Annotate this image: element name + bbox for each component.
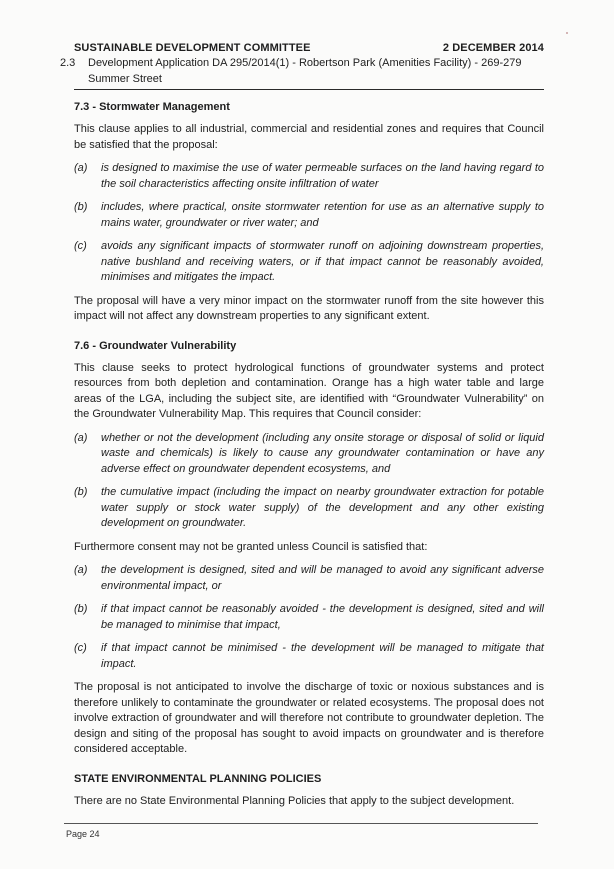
section-intro: This clause applies to all industrial, commercial and residential zones and requires that Council be satisfied that the proposal: (74, 123, 544, 151)
section-heading: 7.3 - Stormwater Management (74, 101, 230, 113)
section-text: There are no State Environmental Planning Policies that apply to the subject development. (74, 794, 515, 807)
list-item (74, 239, 544, 286)
section-conclusion: The proposal is not anticipated to involve the discharge of toxic or noxious substances and is therefore unlikely to contaminate the groundwater or related ecosystems. The proposal does not involve extraction of groundwater and will therefore not contribute to groundwater depletion. The design and siting of the proposal has sought to avoid impacts on groundwater and is therefore considered acceptable. (74, 681, 544, 755)
list-label: (c) (74, 642, 87, 654)
page-number: Page 24 (66, 829, 100, 839)
list-item (74, 485, 544, 532)
section-intro: This clause seeks to protect hydrological functions of groundwater systems and protect resources from both depletion and contamination. Orange has a high water table and large areas of the LGA, including the subject site, are identified with “Groundwater Vulnerability” on the Groundwater Vulnerability Map. This requires that Council consider: (74, 361, 544, 420)
consent-intro: Furthermore consent may not be granted unless Council is satisfied that: (74, 540, 428, 553)
list-label: (c) (74, 240, 87, 252)
list-label: (a) (74, 564, 88, 576)
list-text: avoids any significant impacts of stormwater runoff on adjoining downstream properties, native bushland and receiving waters, or if that impact cannot be reasonably avoided, minimises and mitigates the impact. (101, 240, 544, 283)
list-text: the development is designed, sited and will be managed to avoid any significant adverse environmental impact, or (101, 564, 544, 592)
list-text: includes, where practical, onsite stormwater retention for use as an alternative supply to mains water, groundwater or river water; and (101, 201, 544, 229)
list-label: (b) (74, 201, 88, 213)
list-label: (a) (74, 431, 88, 444)
committee-title: SUSTAINABLE DEVELOPMENT COMMITTEE (74, 42, 311, 54)
scan-mark (566, 32, 568, 34)
list-label: (b) (74, 486, 88, 498)
section-groundwater (74, 339, 544, 758)
section-stormwater (74, 100, 544, 325)
meeting-date: 2 DECEMBER 2014 (442, 42, 544, 54)
list-text: whether or not the development (including any onsite storage or disposal of solid or liquid waste and chemicals) is likely to cause any groundwater contamination or have any adverse effect on groundwater dependent ecosystems, and (101, 431, 544, 475)
item-number: 2.3 (60, 57, 76, 69)
list-item (74, 200, 544, 231)
list-label: (a) (74, 162, 88, 174)
list-item (74, 641, 544, 672)
list-item (74, 602, 544, 633)
section-conclusion: The proposal will have a very minor impact on the stormwater runoff from the site however this impact will not affect any downstream properties to any significant extent. (74, 294, 544, 322)
list-text: if that impact cannot be reasonably avoided - the development is designed, sited and will be managed to minimise that impact, (101, 603, 544, 631)
list-text: if that impact cannot be minimised - the development will be managed to mitigate that impact. (101, 642, 544, 670)
list-text: the cumulative impact (including the impact on nearby groundwater extraction for potable water supply or stock water supply) of the development and any other existing development on groundwater. (101, 486, 544, 529)
list-item (74, 161, 544, 192)
list-label: (b) (74, 603, 88, 615)
section-state-policies (74, 772, 544, 810)
section-heading: 7.6 - Groundwater Vulnerability (74, 339, 237, 352)
page-body (74, 100, 544, 817)
list-item (74, 431, 544, 478)
list-text: is designed to maximise the use of water permeable surfaces on the land having regard to the soil characteristics affecting onsite infiltration of water (101, 162, 544, 190)
list-item (74, 563, 544, 594)
item-title: Development Application DA 295/2014(1) - Robertson Park (Amenities Facility) - 269-279 Summer Street (88, 57, 522, 85)
section-heading: STATE ENVIRONMENTAL PLANNING POLICIES (74, 772, 322, 785)
header-divider (74, 89, 544, 90)
footer-divider (64, 823, 538, 824)
